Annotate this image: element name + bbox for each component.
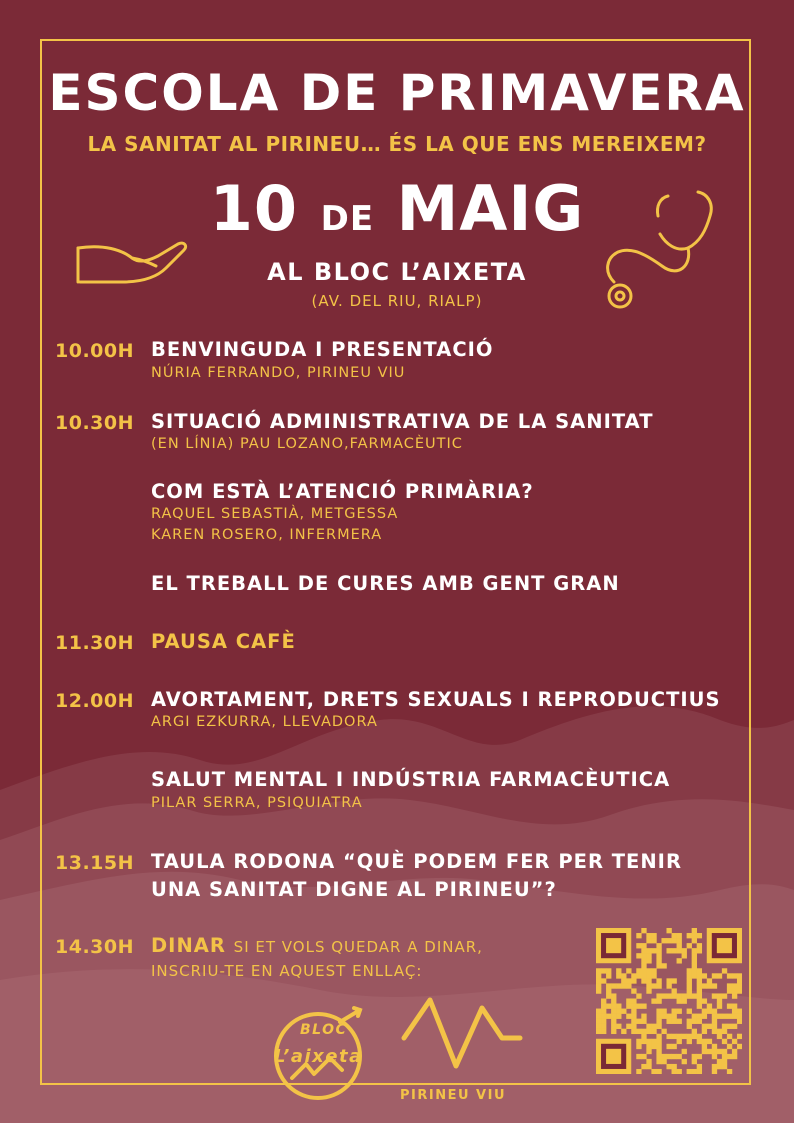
speaker: ARGI EZKURRA, LLEVADORA [151,714,378,730]
talk-treball-cures: EL TREBALL DE CURES AMB GENT GRAN [151,572,620,595]
pirineu-viu-label: PIRINEU VIU [400,1088,507,1103]
time-1200: 12.00H [55,690,134,712]
time-1430: 14.30H [55,936,134,958]
talk-salut-mental: SALUT MENTAL I INDÚSTRIA FARMACÈUTICA [151,768,671,791]
date-de: DE [320,199,375,239]
venue-address: (AV. DEL RIU, RIALP) [311,292,483,310]
poster-title: ESCOLA DE PRIMAVERA [48,64,746,122]
speaker: PILAR SERRA, PSIQUIATRA [151,795,363,811]
dinar-note: SI ET VOLS QUEDAR A DINAR, [233,938,483,956]
speaker: NÚRIA FERRANDO, PIRINEU VIU [151,365,406,381]
stethoscope-icon [596,186,726,310]
time-1130: 11.30H [55,632,134,654]
time-1000: 10.00H [55,340,134,362]
open-hand-icon [74,236,190,286]
talk-atencio-primaria: COM ESTÀ L’ATENCIÓ PRIMÀRIA? [151,480,534,503]
speaker: (EN LÍNIA) PAU LOZANO,FARMACÈUTIC [151,436,463,452]
talk-dinar [151,934,483,957]
talk-taula-rodona: TAULA RODONA “QUÈ PODEM FER PER TENIR [151,850,682,873]
date-month: MAIG [396,172,585,245]
time-1030: 10.30H [55,412,134,434]
speaker: RAQUEL SEBASTIÀ, METGESSA [151,506,399,522]
venue: AL BLOC L’AIXETA [267,258,527,286]
time-1315: 13.15H [55,852,134,874]
poster-subtitle: LA SANITAT AL PIRINEU… ÉS LA QUE ENS MEREIXEM? [87,132,707,156]
talk-benvinguda: BENVINGUDA I PRESENTACIÓ [151,338,494,361]
talk-taula-rodona-line2: UNA SANITAT DIGNE AL PIRINEU”? [151,878,557,901]
date-day: 10 [209,172,298,245]
speaker: KAREN ROSERO, INFERMERA [151,527,383,543]
talk-pausa-cafe: PAUSA CAFÈ [151,630,296,653]
qr-code[interactable] [596,928,742,1074]
talk-avortament: AVORTAMENT, DRETS SEXUALS I REPRODUCTIUS [151,688,721,711]
bloc-word: BLOC [300,1022,348,1038]
pirineu-viu-logo [398,994,526,1072]
dinar-note-line2: INSCRIU-TE EN AQUEST ENLLAÇ: [151,962,423,980]
dinar-label: DINAR [151,934,226,957]
talk-situacio-administrativa: SITUACIÓ ADMINISTRATIVA DE LA SANITAT [151,410,654,433]
aixeta-word: L’aixeta [274,1046,363,1067]
